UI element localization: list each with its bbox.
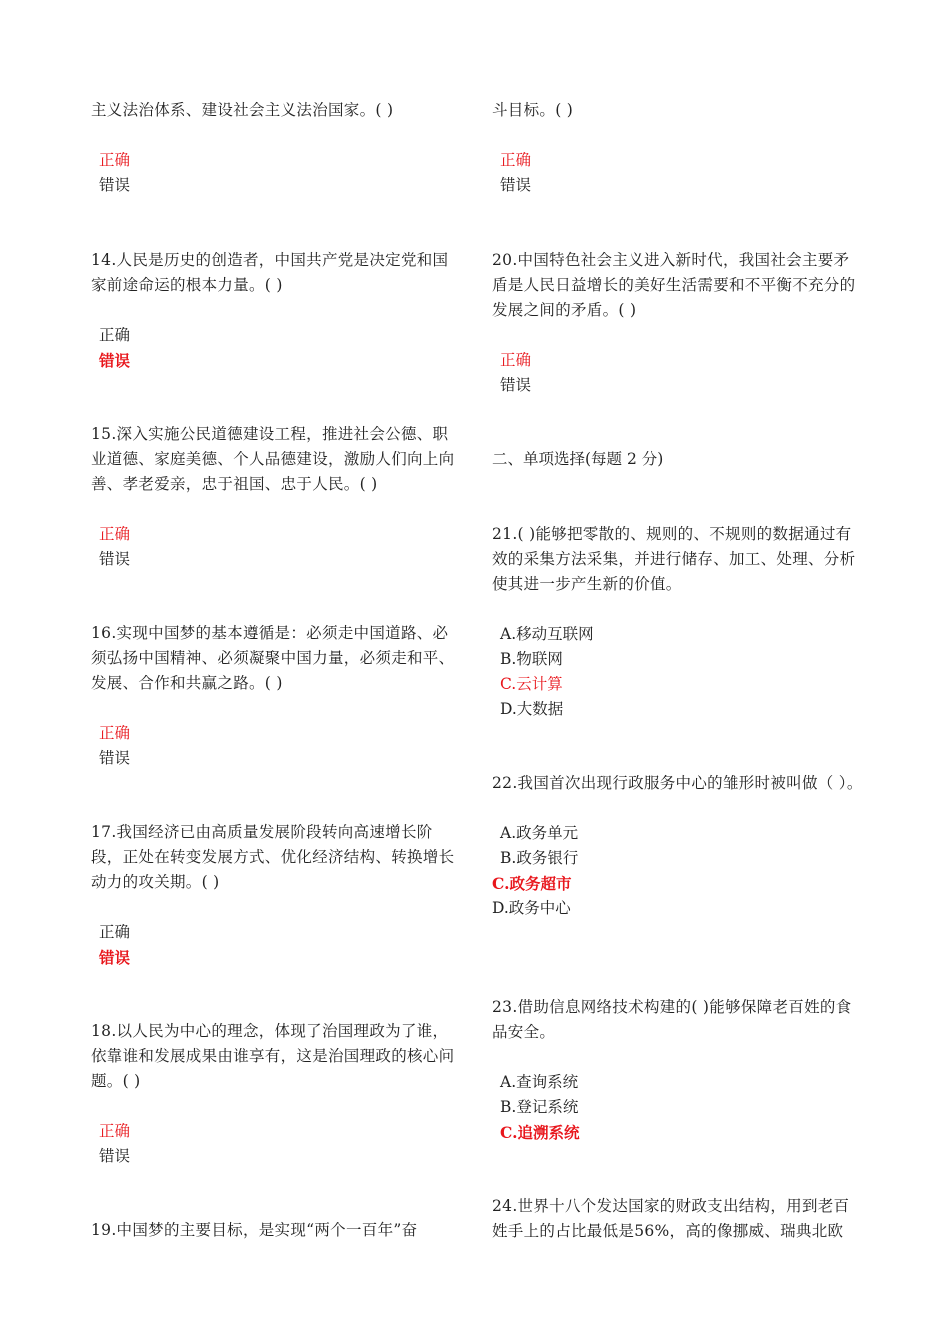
option-c[interactable]: C.追溯系统 — [500, 1123, 580, 1142]
question-text: 18.以人民为中心的理念，体现了治国理政为了谁，依靠谁和发展成果由谁享有，这是治国理政的核心问题。( ) — [91, 1022, 455, 1090]
option-false[interactable]: 错误 — [99, 1147, 131, 1165]
question-text: 19.中国梦的主要目标，是实现“两个一百年”奋 — [91, 1221, 418, 1239]
option-true[interactable]: 正确 — [99, 525, 131, 543]
question-text: 20.中国特色社会主义进入新时代，我国社会主要矛盾是人民日益增长的美好生活需要和不平衡不充分的发展之间的矛盾。( ) — [492, 251, 856, 319]
option-a[interactable]: A.查询系统 — [500, 1073, 579, 1091]
question-21 — [492, 522, 864, 722]
question-14 — [91, 248, 463, 373]
option-c[interactable]: C.云计算 — [500, 675, 563, 693]
option-true[interactable]: 正确 — [99, 724, 131, 742]
question-19-tail — [492, 98, 864, 198]
question-text: 24.世界十八个发达国家的财政支出结构，用到老百姓手上的占比最低是56%，高的像挪威、瑞典北欧 — [492, 1197, 850, 1240]
question-16 — [91, 621, 463, 771]
option-true[interactable]: 正确 — [500, 351, 532, 369]
question-13-tail — [91, 98, 463, 198]
option-a[interactable]: A.政务单元 — [500, 824, 579, 842]
question-text: 22.我国首次出现行政服务中心的雏形时被叫做（ ）。 — [492, 774, 863, 792]
section-title: 二、单项选择(每题 2 分) — [492, 450, 664, 468]
question-text: 17.我国经济已由高质量发展阶段转向高速增长阶段，正处在转变发展方式、优化经济结构、转换增长动力的攻关期。( ) — [91, 823, 455, 891]
option-true[interactable]: 正确 — [500, 151, 532, 169]
option-b[interactable]: B.登记系统 — [500, 1098, 579, 1116]
question-text: 23.借助信息网络技术构建的( )能够保障老百姓的食品安全。 — [492, 998, 852, 1041]
section-heading — [492, 447, 864, 472]
option-false[interactable]: 错误 — [99, 176, 131, 194]
option-true[interactable]: 正确 — [99, 151, 131, 169]
option-b[interactable]: B.物联网 — [500, 650, 563, 668]
option-false[interactable]: 错误 — [99, 351, 131, 370]
option-a[interactable]: A.移动互联网 — [500, 625, 594, 643]
question-19 — [91, 1218, 463, 1243]
question-text: 14.人民是历史的创造者，中国共产党是决定党和国家前途命运的根本力量。( ) — [91, 251, 449, 294]
question-15 — [91, 422, 463, 572]
question-17 — [91, 820, 463, 970]
option-true[interactable]: 正确 — [99, 326, 131, 344]
question-text: 21.( )能够把零散的、规则的、不规则的数据通过有效的采集方法采集，并进行储存、加工、处理、分析使其进一步产生新的价值。 — [492, 525, 856, 593]
option-d[interactable]: D.大数据 — [500, 700, 564, 718]
option-false[interactable]: 错误 — [99, 749, 131, 767]
question-text: 主义法治体系、建设社会主义法治国家。( ) — [91, 101, 394, 119]
option-false[interactable]: 错误 — [500, 376, 532, 394]
question-24 — [492, 1194, 864, 1244]
option-false[interactable]: 错误 — [99, 948, 131, 967]
question-20 — [492, 248, 864, 398]
question-22 — [492, 771, 864, 921]
option-true[interactable]: 正确 — [99, 1122, 131, 1140]
option-true[interactable]: 正确 — [99, 923, 131, 941]
question-text: 斗目标。( ) — [492, 101, 574, 119]
option-b[interactable]: B.政务银行 — [500, 849, 579, 867]
question-23 — [492, 995, 864, 1145]
option-c[interactable]: C.政务超市 — [492, 874, 572, 893]
option-d[interactable]: D.政务中心 — [492, 899, 571, 917]
question-text: 15.深入实施公民道德建设工程，推进社会公德、职业道德、家庭美德、个人品德建设，激励人们向上向善、孝老爱亲，忠于祖国、忠于人民。( ) — [91, 425, 455, 493]
option-false[interactable]: 错误 — [500, 176, 532, 194]
question-18 — [91, 1019, 463, 1169]
question-text: 16.实现中国梦的基本遵循是：必须走中国道路、必须弘扬中国精神、必须凝聚中国力量，必须走和平、发展、合作和共赢之路。( ) — [91, 624, 455, 692]
option-false[interactable]: 错误 — [99, 550, 131, 568]
